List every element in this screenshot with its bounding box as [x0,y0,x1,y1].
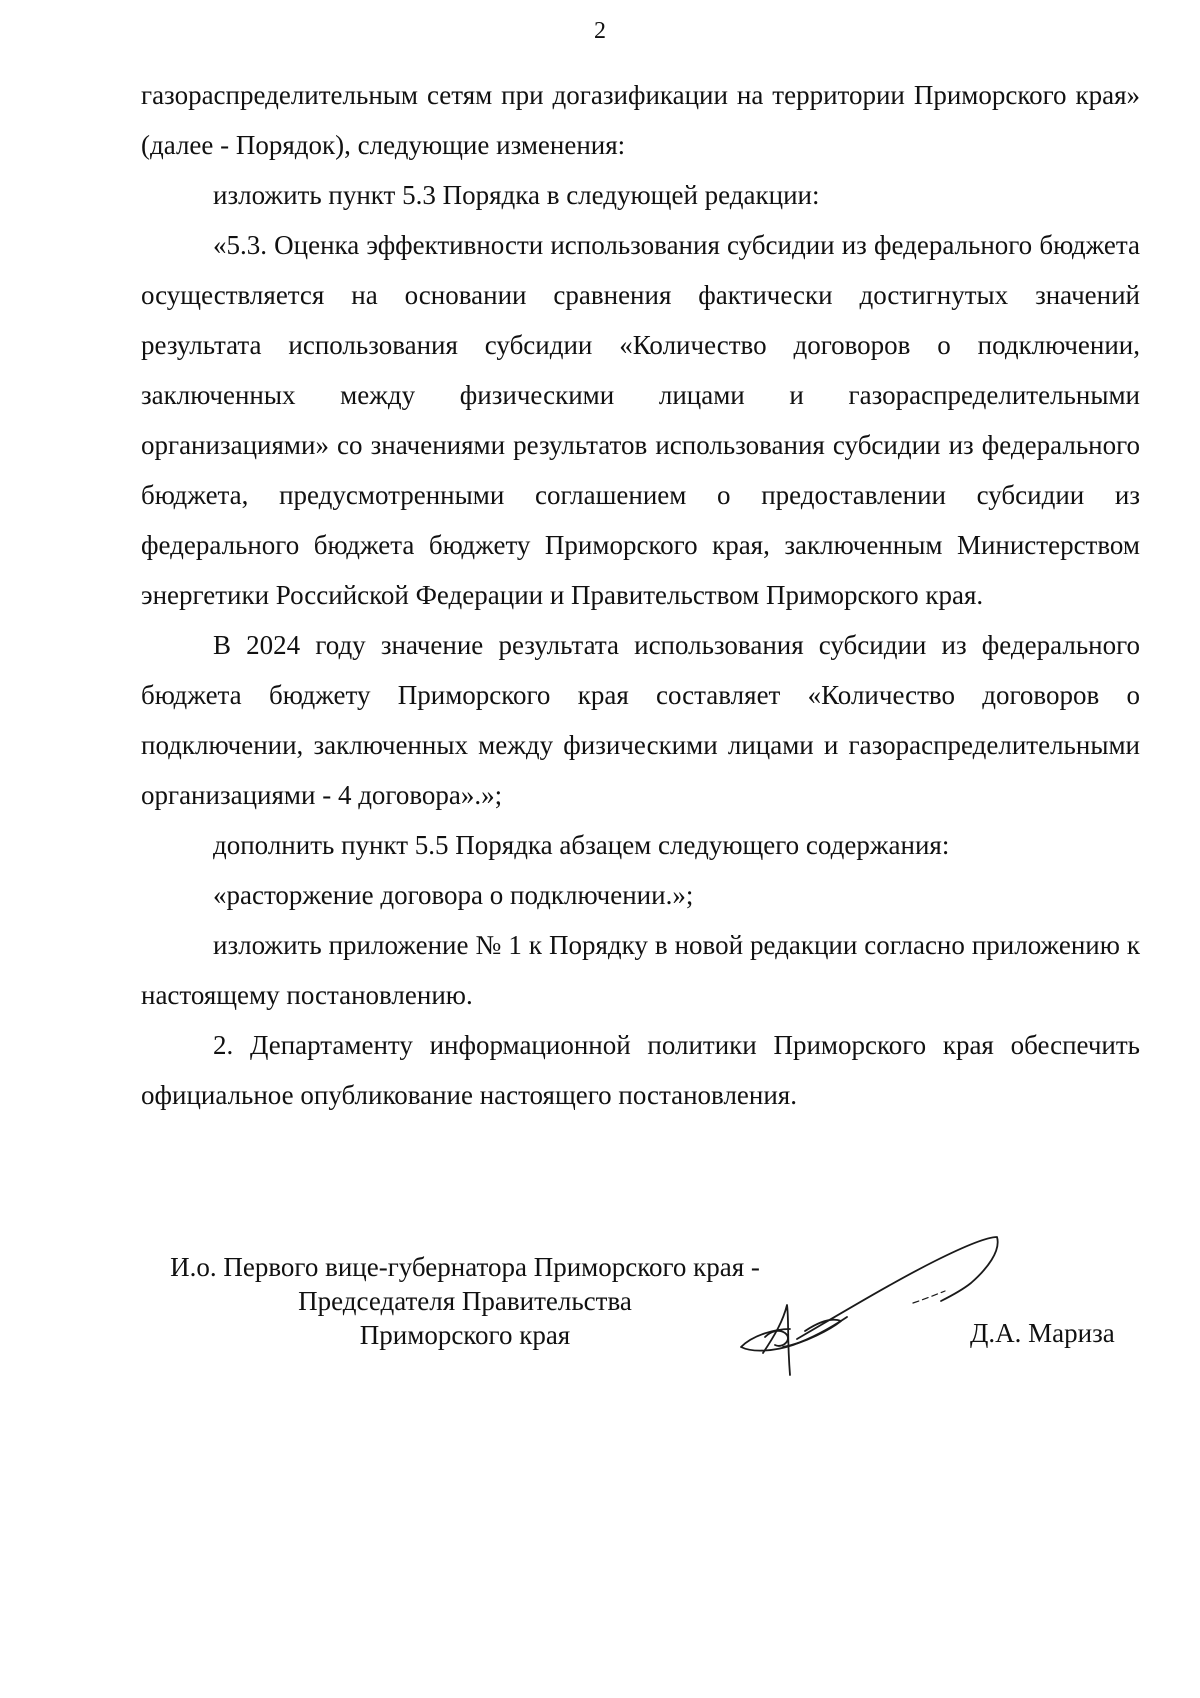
signatory-position-line-1: И.о. Первого вице-губернатора Приморского края - [170,1252,760,1282]
paragraph-1: газораспределительным сетям при догазификации на территории Приморского края» (далее - Порядок), следующие изменения: [141,80,1140,160]
paragraph-5: дополнить пункт 5.5 Порядка абзацем следующего содержания: [213,830,950,860]
signatory-position-line-2: Председателя Правительства [298,1286,632,1316]
paragraph-4: В 2024 году значение результата использования субсидии из федерального бюджета бюджету Приморского края составляет «Количество договоров о подключении, заключенных между физическими лицами и газораспределительными организациями - 4 договора».»; [141,630,1140,810]
page-number: 2 [594,18,606,44]
paragraph-3: «5.3. Оценка эффективности использования субсидии из федерального бюджета осуществляется на основании сравнения фактически достигнутых значений результата использования субсидии «Количество договоров о подключении, заключенных между физическими лицами и газораспределительными организациями» со значениями результатов использования субсидии из федерального бюджета, предусмотренными соглашением о предоставлении субсидии из федерального бюджета бюджету Приморского края, заключенным Министерством энергетики Российской Федерации и Правительством Приморского края. [141,230,1140,610]
paragraph-2: изложить пункт 5.3 Порядка в следующей редакции: [213,180,820,210]
signatory-position [140,1250,790,1352]
paragraph-8: 2. Департаменту информационной политики Приморского края обеспечить официальное опубликование настоящего постановления. [141,1030,1140,1110]
paragraph-7: изложить приложение № 1 к Порядку в новой редакции согласно приложению к настоящему постановлению. [141,930,1140,1010]
paragraph-6: «расторжение договора о подключении.»; [213,880,694,910]
signatory-position-line-3: Приморского края [359,1320,571,1350]
signatory-name: Д.А. Мариза [970,1318,1115,1348]
document-body [141,70,1140,1120]
handwritten-signature [735,1225,1025,1380]
